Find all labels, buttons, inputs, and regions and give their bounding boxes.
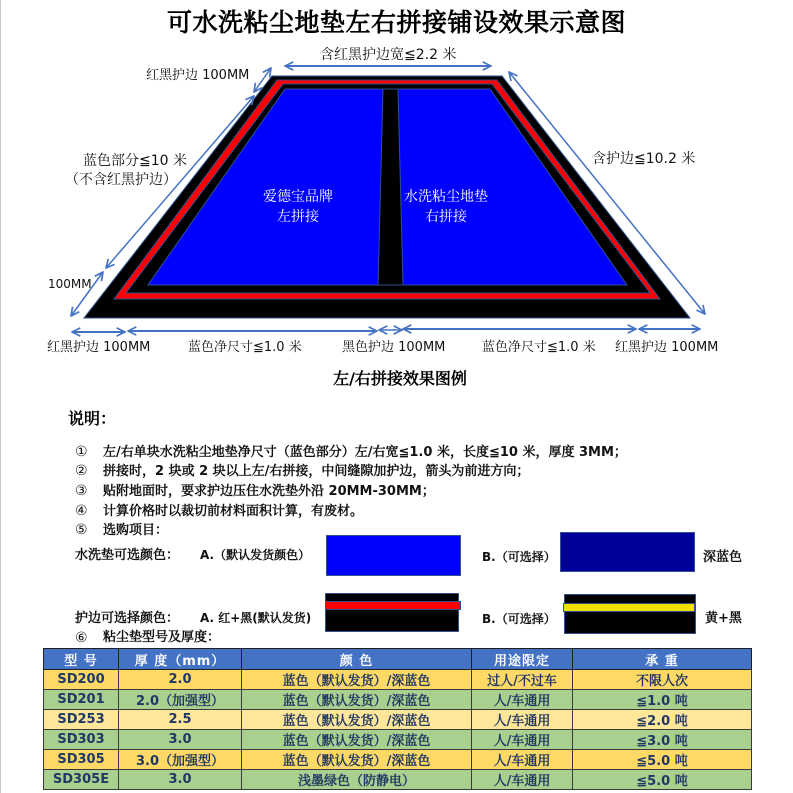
- mat-option-b-swatch[interactable]: [560, 532, 695, 572]
- border-option-b-yellow-stripe: [563, 603, 695, 612]
- mat-color-label: 水洗垫可选颜色：: [75, 548, 180, 563]
- note-number-2: ②: [75, 463, 88, 479]
- cell-usage: 人/车通用: [472, 690, 573, 710]
- column-header-thickness: 厚 度（mm）: [119, 649, 242, 670]
- cell-color: 浅墨绿色（防静电）: [242, 770, 472, 790]
- border-color-label: 护边可选择颜色：: [75, 611, 180, 626]
- cell-thickness: 3.0（加强型）: [119, 750, 242, 770]
- mat-option-b-name: 深蓝色: [703, 550, 743, 565]
- note-text-1: 左/右单块水洗粘尘地垫净尺寸（蓝色部分）左/右宽≦1.0 米，长度≦10 米，厚度 3MM；: [103, 445, 627, 460]
- cell-thickness: 2.0: [119, 670, 242, 690]
- cell-color: 蓝色（默认发货）/深蓝色: [242, 750, 472, 770]
- cell-color: 蓝色（默认发货）/深蓝色: [242, 670, 472, 690]
- column-header-usage: 用途限定: [472, 649, 573, 670]
- right-panel-product: 水洗粘尘地垫: [404, 189, 488, 205]
- cell-color: 蓝色（默认发货）/深蓝色: [242, 710, 472, 730]
- cell-color: 蓝色（默认发货）/深蓝色: [242, 730, 472, 750]
- left-panel-brand: 爱德宝品牌: [263, 189, 333, 205]
- models-heading-number: ⑥: [75, 630, 88, 646]
- cell-thickness: 3.0: [119, 770, 242, 790]
- cell-usage: 人/车通用: [472, 730, 573, 750]
- cell-thickness: 2.0（加强型）: [119, 690, 242, 710]
- top-width-label: 含红黑护边宽≦2.2 米: [320, 47, 457, 63]
- table-row: [44, 710, 752, 730]
- mat-option-a-swatch[interactable]: [326, 535, 461, 576]
- cell-load: ≦2.0 吨: [573, 710, 752, 730]
- cell-model: SD200: [44, 670, 119, 690]
- cell-usage: 人/车通用: [472, 770, 573, 790]
- dim-label-left-blue: 蓝色净尺寸≦1.0 米: [188, 340, 302, 355]
- cell-load: ≦1.0 吨: [573, 690, 752, 710]
- cell-thickness: 3.0: [119, 730, 242, 750]
- cell-model: SD253: [44, 710, 119, 730]
- notes-heading: 说明：: [68, 409, 117, 428]
- table-header-row: [44, 649, 752, 670]
- models-table: [43, 648, 752, 790]
- center-black-seam: [378, 89, 403, 285]
- right-panel-label: 右拼接: [425, 209, 467, 225]
- cell-load: ≦5.0 吨: [573, 770, 752, 790]
- border-option-b-name: 黄+黑: [705, 611, 742, 626]
- note-number-4: ④: [75, 503, 88, 519]
- mat-option-b-label: B.（可选择）: [482, 550, 556, 564]
- note-text-2: 拼接时，2 块或 2 块以上左/右拼接，中间缝隙加护边，箭头为前进方向；: [103, 464, 530, 479]
- note-text-5: 选购项目：: [103, 523, 169, 538]
- dim-label-left-border: 红黑护边 100MM: [47, 340, 151, 355]
- cell-usage: 过人/不过车: [472, 670, 573, 690]
- border-option-a-red-stripe: [325, 601, 461, 610]
- cell-thickness: 2.5: [119, 710, 242, 730]
- border-option-a-swatch[interactable]: [325, 593, 459, 632]
- top-border-label: 红黑护边 100MM: [146, 68, 250, 83]
- column-header-load: 承 重: [573, 649, 752, 670]
- column-header-color: 颜 色: [242, 649, 472, 670]
- mat-option-a-label: A.（默认发货颜色）: [200, 548, 311, 562]
- cell-color: 蓝色（默认发货）/深蓝色: [242, 690, 472, 710]
- cell-load: 不限人次: [573, 670, 752, 690]
- blue-length-note: （不含红黑护边）: [65, 172, 177, 188]
- note-text-4: 计算价格时以裁切前材料面积计算，有废材。: [103, 504, 364, 519]
- page-title: 可水洗粘尘地垫左右拼接铺设效果示意图: [166, 8, 626, 37]
- cell-model: SD305E: [44, 770, 119, 790]
- note-text-3: 贴附地面时，要求护边压住水洗垫外沿 20MM-30MM；: [103, 484, 435, 499]
- left-panel-label: 左拼接: [277, 209, 319, 225]
- cell-load: ≦5.0 吨: [573, 750, 752, 770]
- dim-label-center-seam: 黑色护边 100MM: [342, 340, 446, 355]
- table-row: [44, 730, 752, 750]
- blue-length-label: 蓝色部分≦10 米: [83, 153, 187, 169]
- models-heading: 粘尘垫型号及厚度：: [103, 630, 221, 645]
- dim-label-right-blue: 蓝色净尺寸≦1.0 米: [482, 340, 596, 355]
- column-header-model: 型 号: [44, 649, 119, 670]
- cell-usage: 人/车通用: [472, 710, 573, 730]
- table-row: [44, 670, 752, 690]
- cell-model: SD201: [44, 690, 119, 710]
- cell-model: SD303: [44, 730, 119, 750]
- border-option-b-swatch[interactable]: [564, 594, 696, 634]
- border-option-b-label: B.（可选择）: [482, 612, 556, 626]
- dim-label-right-border: 红黑护边 100MM: [615, 340, 719, 355]
- diagram-caption: 左/右拼接效果图例: [333, 369, 467, 388]
- border-option-a-label: A. 红+黑(默认发货): [200, 611, 312, 625]
- table-row: [44, 750, 752, 770]
- cell-usage: 人/车通用: [472, 750, 573, 770]
- cell-model: SD305: [44, 750, 119, 770]
- note-number-3: ③: [75, 483, 88, 499]
- table-row: [44, 770, 752, 790]
- note-number-1: ①: [75, 444, 88, 460]
- bottom-border-label: 100MM: [48, 277, 92, 291]
- table-row: [44, 690, 752, 710]
- cell-load: ≦3.0 吨: [573, 730, 752, 750]
- note-number-5: ⑤: [75, 522, 88, 538]
- total-length-label: 含护边≦10.2 米: [592, 151, 696, 167]
